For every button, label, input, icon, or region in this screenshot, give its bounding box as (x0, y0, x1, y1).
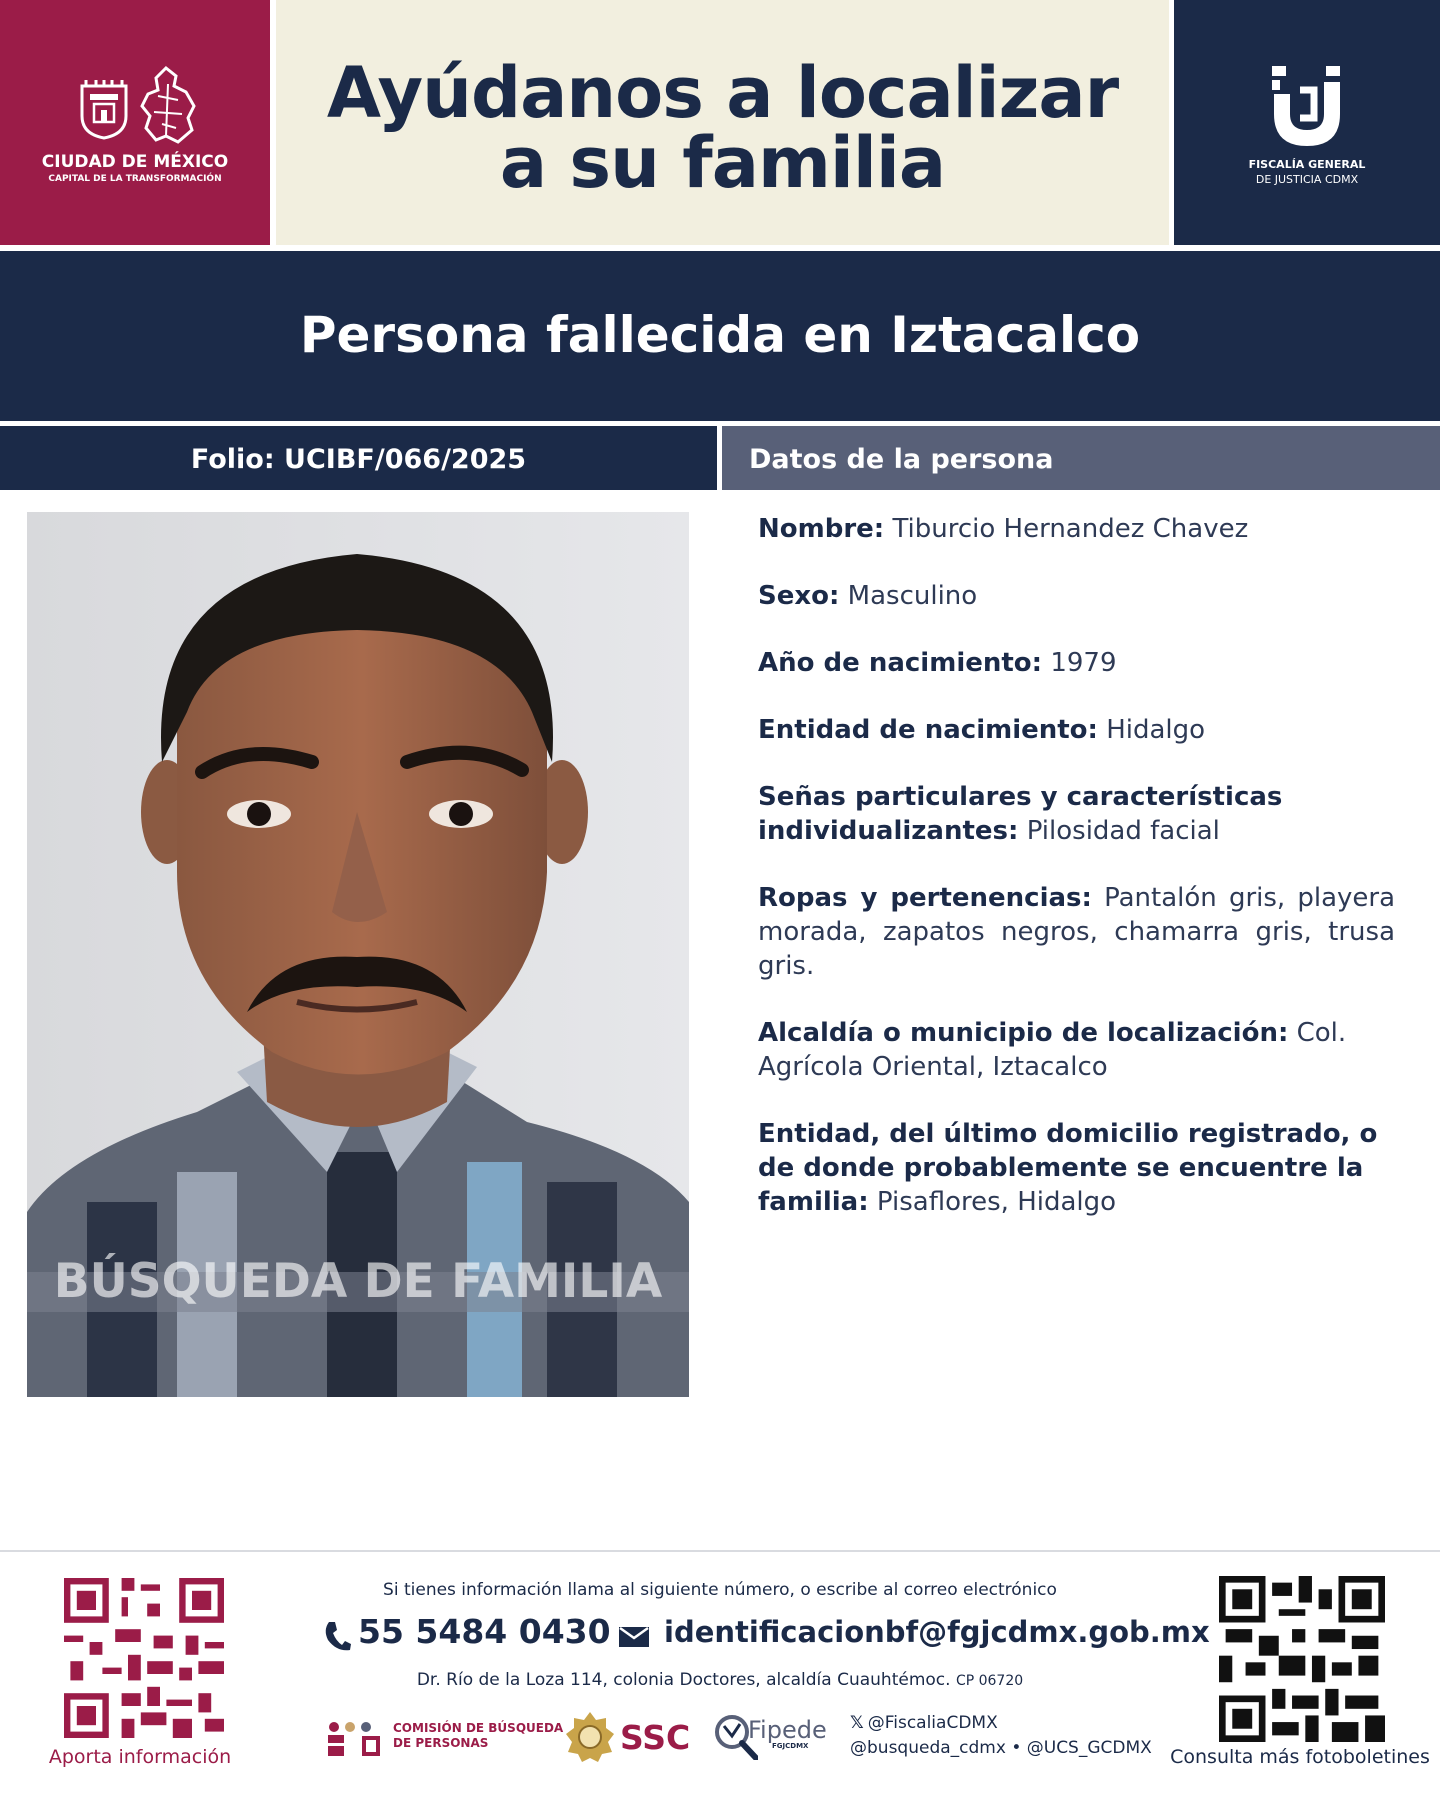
x-logo-icon: 𝕏 (850, 1713, 864, 1733)
contact-intro-text: Si tienes información llama al siguiente número, o escribe al correo electrónico (383, 1580, 1057, 1600)
qr-right-caption: Consulta más fotoboletines (1170, 1746, 1430, 1768)
person-photo (27, 512, 689, 1397)
fgj-logo-icon (1266, 62, 1348, 150)
field-label: Año de nacimiento: (758, 648, 1043, 678)
field-sexo (758, 579, 1395, 613)
folio-number: Folio: UCIBF/066/2025 (190, 444, 527, 475)
fipede-logo-subtext: FGJCDMX (772, 1742, 809, 1750)
x-social-handle[interactable] (850, 1713, 998, 1733)
field-ropas-pertenencias (758, 881, 1395, 983)
title-band (0, 251, 1440, 421)
field-value: Masculino (847, 581, 978, 611)
field-value: Hidalgo (1106, 715, 1206, 745)
field-entidad-nacimiento (758, 713, 1395, 747)
field-label: Entidad, del último domicilio registrado, o de donde probablemente se encuentre la familia: (758, 1119, 1378, 1217)
x-handle-text: @FiscaliaCDMX (867, 1713, 998, 1733)
photo-watermark: BÚSQUEDA DE FAMILIA (53, 1254, 663, 1309)
comision-line-1: COMISIÓN DE BÚSQUEDA (393, 1721, 564, 1735)
fipede-logo-text: Fipede (748, 1716, 827, 1744)
fgj-logo-panel (1174, 0, 1440, 245)
social-handles[interactable]: @busqueda_cdmx • @UCS_GCDMX (850, 1738, 1152, 1758)
field-entidad-domicilio (758, 1117, 1395, 1219)
headline-line-2: a su familia (499, 122, 946, 204)
field-ano-nacimiento (758, 646, 1395, 680)
field-value: Col. Agrícola Oriental, Iztacalco (758, 1018, 1347, 1082)
comision-logo-icon (328, 1722, 382, 1756)
qr-left-caption: Aporta información (48, 1746, 232, 1768)
field-alcaldia-localizacion (758, 1016, 1395, 1084)
field-label: Entidad de nacimiento: (758, 715, 1098, 745)
cdmx-crest-icon (78, 80, 130, 140)
folio-bar (0, 426, 717, 490)
headline-panel (276, 0, 1169, 245)
field-senas-particulares (758, 780, 1395, 848)
field-value: Tiburcio Hernandez Chavez (892, 514, 1249, 544)
field-value: 1979 (1050, 648, 1117, 678)
cdmx-map-icon (138, 66, 198, 144)
qr-code-icon[interactable] (1219, 1576, 1385, 1742)
fgj-logo-title: FISCALÍA GENERAL (1248, 158, 1366, 171)
ssc-badge-icon (566, 1712, 614, 1762)
field-label: Ropas y pertenencias: (758, 883, 1092, 913)
ssc-logo-text: SSC (620, 1718, 691, 1757)
comision-line-2: DE PERSONAS (393, 1736, 489, 1750)
contact-phone[interactable]: 55 5484 0430 (358, 1612, 611, 1651)
field-label: Alcaldía o municipio de localización: (758, 1018, 1289, 1048)
field-label: Sexo: (758, 581, 840, 611)
person-data (758, 512, 1395, 1252)
address-street: Dr. Río de la Loza 114, colonia Doctores, alcaldía Cuauhtémoc. (416, 1670, 951, 1690)
page-title: Persona fallecida en Iztacalco (299, 306, 1141, 364)
field-value: Pisaflores, Hidalgo (876, 1187, 1117, 1217)
field-nombre (758, 512, 1395, 546)
address-postal-code: CP 06720 (955, 1673, 1024, 1689)
footer-divider (0, 1550, 1440, 1552)
section-bar (722, 426, 1440, 490)
section-title: Datos de la persona (749, 444, 1054, 475)
field-value: Pilosidad facial (1026, 816, 1220, 846)
headline-line-1: Ayúdanos a localizar (326, 52, 1119, 134)
contact-email[interactable]: identificacionbf@fgjcdmx.gob.mx (664, 1615, 1210, 1649)
field-label: Señas particulares y características individualizantes: (758, 782, 1283, 846)
address-text (300, 1670, 1140, 1690)
cdmx-logo-title: CIUDAD DE MÉXICO (41, 152, 229, 172)
fgj-logo-subtitle: DE JUSTICIA CDMX (1255, 173, 1359, 186)
qr-code-icon[interactable] (64, 1578, 224, 1738)
field-value: Pantalón gris, playera morada, zapatos negros, chamarra gris, trusa gris. (758, 883, 1396, 981)
field-label: Nombre: (758, 514, 885, 544)
phone-icon (323, 1620, 351, 1652)
cdmx-logo-subtitle: CAPITAL DE LA TRANSFORMACIÓN (48, 174, 222, 184)
mail-icon (618, 1626, 650, 1648)
cdmx-logo-panel (0, 0, 270, 245)
comision-logo-text (393, 1721, 563, 1751)
